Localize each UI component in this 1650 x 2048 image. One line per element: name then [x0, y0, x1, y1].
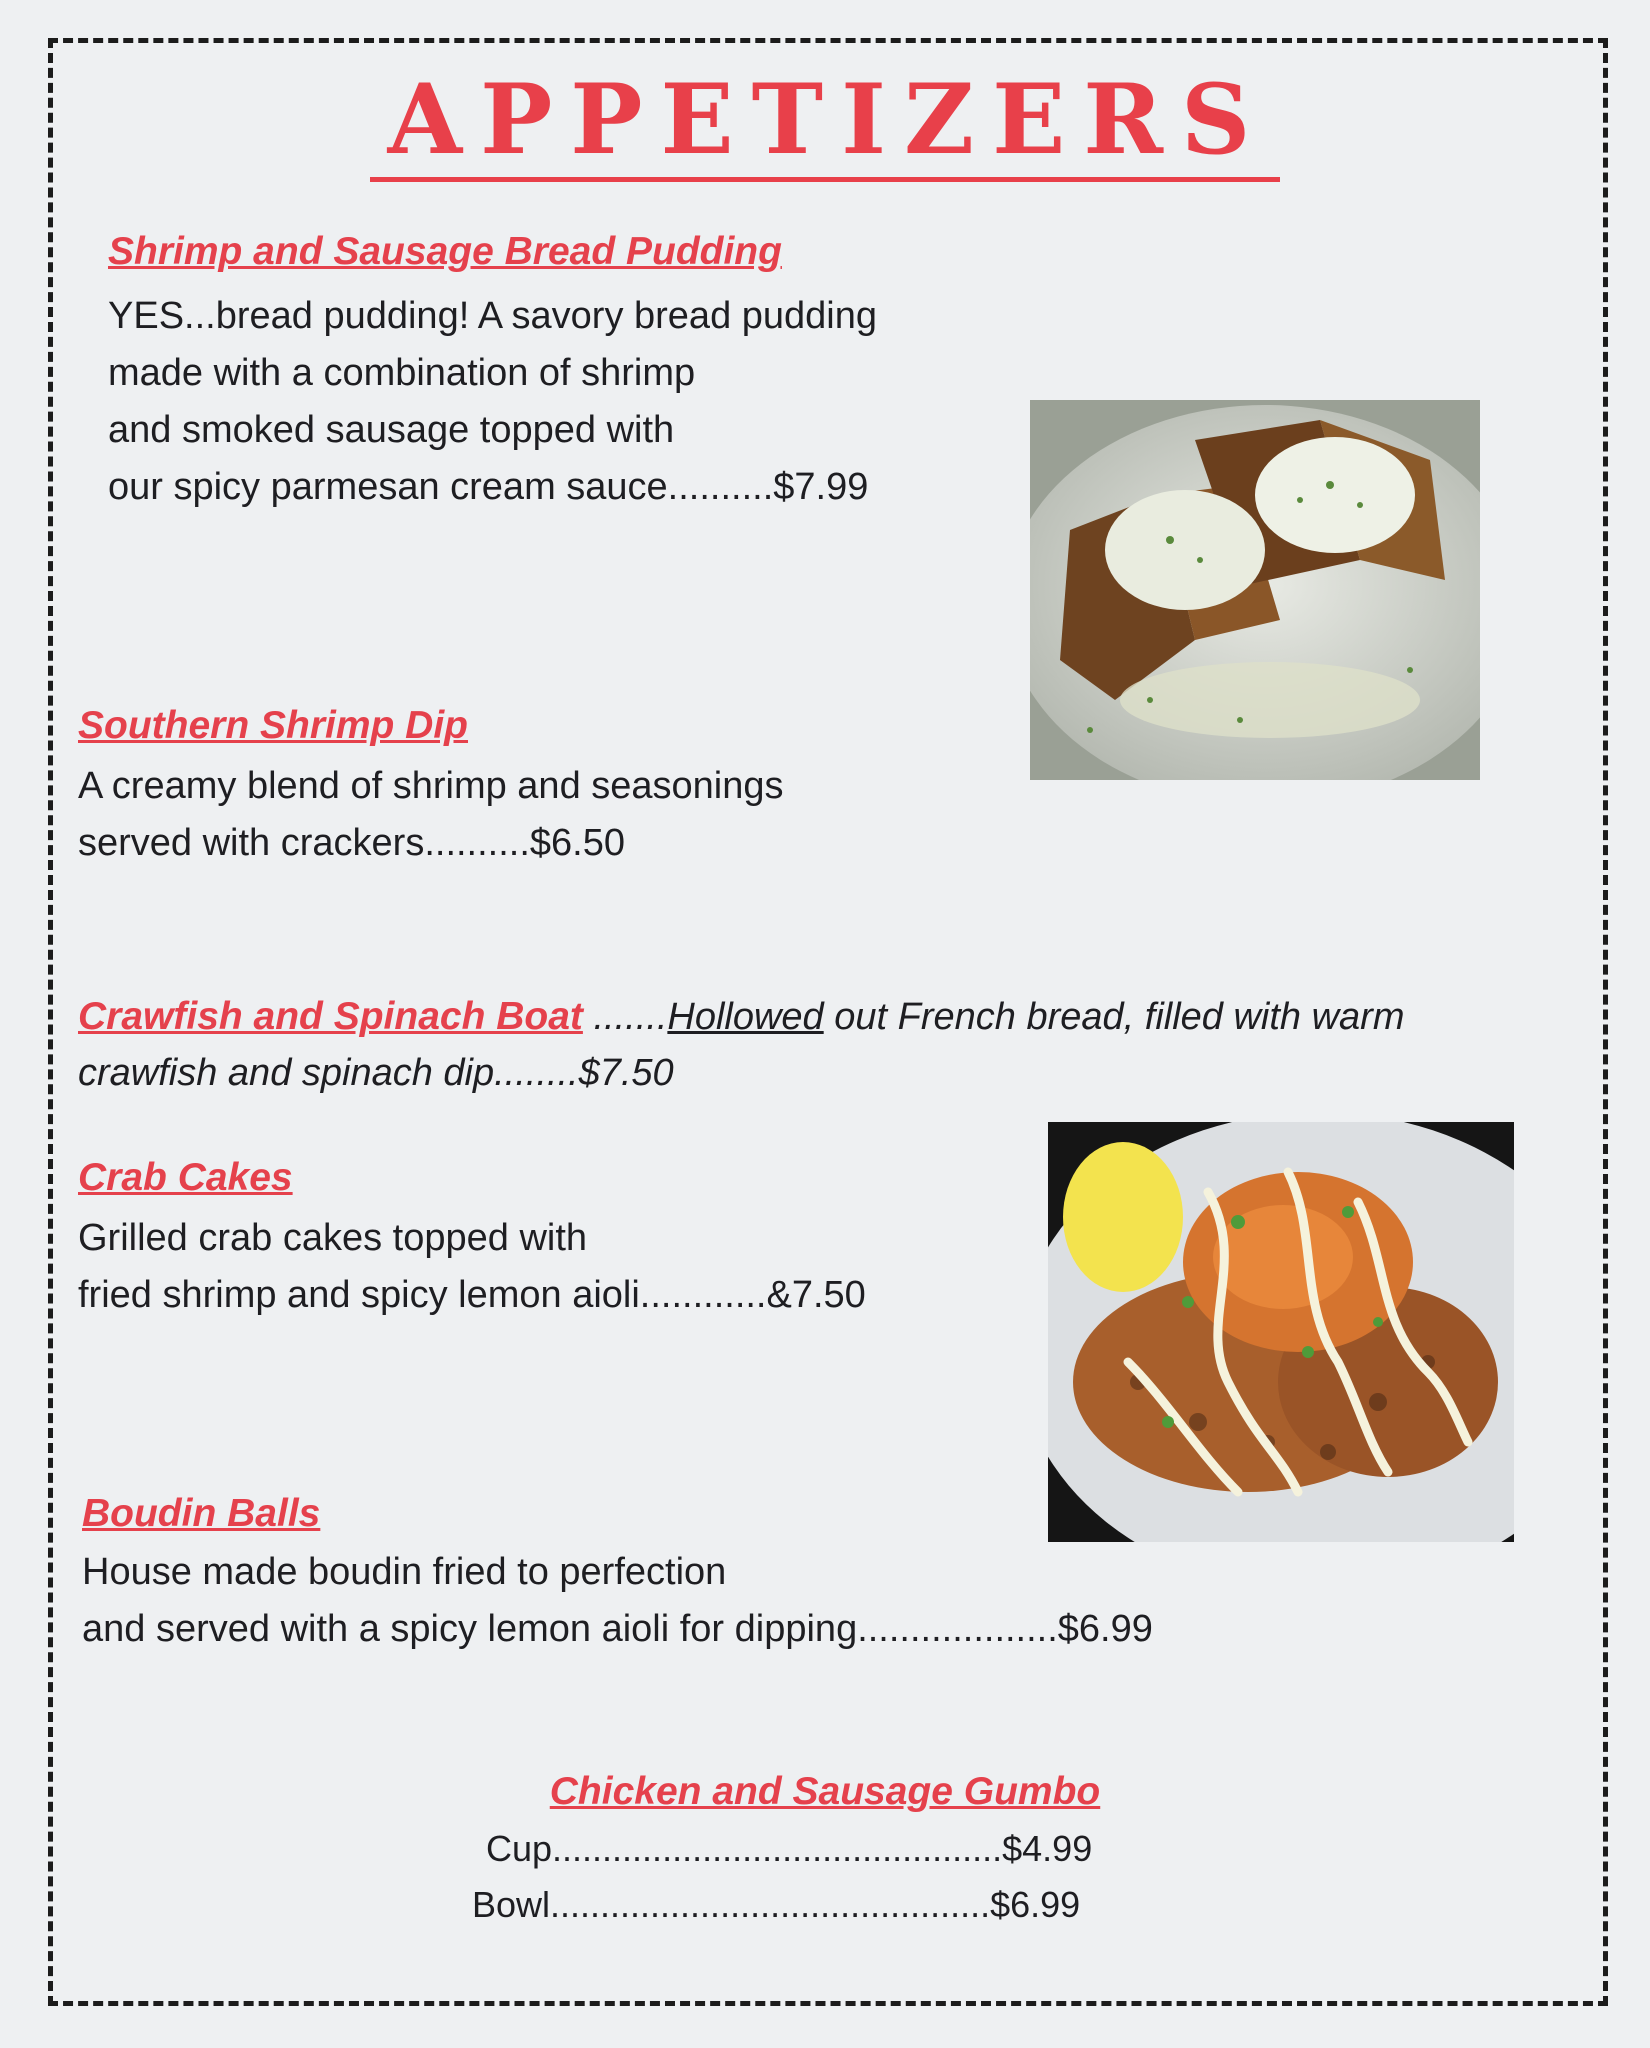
gumbo-cup-price: Cup.............................................$4.99 — [486, 1828, 1093, 1869]
gumbo-bowl-price: Bowl............................................$6.99 — [472, 1884, 1081, 1925]
item-desc-bread-pudding: YES...bread pudding! A savory bread pudding made with a combination of shrimp and smoked sausage topped with our spicy parmesan cream sauce..........$7.99 — [108, 295, 877, 508]
item-desc-crawfish-boat: crawfish and spinach dip........$7.50 — [78, 1052, 674, 1094]
item-crawfish-boat: Crawfish and Spinach Boat .......Hollowed out French bread, filled with warm crawfish and spinach dip........$7.50 — [78, 988, 1405, 1102]
crab-cakes-photo — [1048, 1122, 1514, 1542]
item-name-crawfish-boat: Crawfish and Spinach Boat — [78, 995, 583, 1038]
bread-pudding-photo — [1030, 400, 1480, 780]
menu-title: APPETIZERS — [0, 70, 1650, 182]
item-name-crab-cakes: Crab Cakes — [78, 1156, 293, 1199]
item-desc-boudin-balls: House made boudin fried to perfection and served with a spicy lemon aioli for dipping...................$6.99 — [82, 1551, 1153, 1650]
item-name-gumbo: Chicken and Sausage Gumbo — [549, 1770, 1101, 1813]
item-name-shrimp-dip: Southern Shrimp Dip — [78, 704, 468, 747]
item-desc-shrimp-dip: A creamy blend of shrimp and seasonings served with crackers..........$6.50 — [78, 765, 784, 864]
item-name-boudin-balls: Boudin Balls — [82, 1492, 321, 1535]
item-desc-crab-cakes: Grilled crab cakes topped with fried shrimp and spicy lemon aioli............&7.50 — [78, 1217, 866, 1316]
item-name-bread-pudding: Shrimp and Sausage Bread Pudding — [108, 230, 782, 273]
